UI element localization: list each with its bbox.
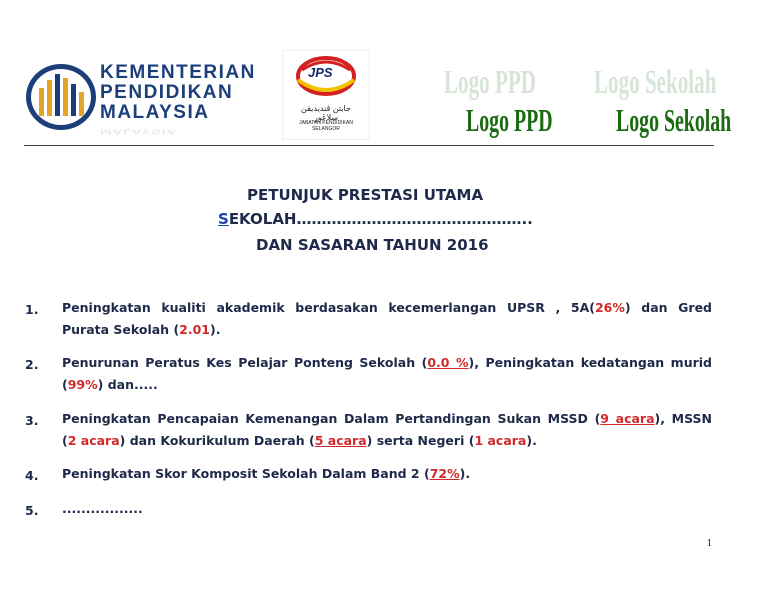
header-divider [24, 145, 714, 146]
title-line-3: DAN SASARAN TAHUN 2016 [256, 236, 489, 254]
item-3-value-2: 2 acara [67, 433, 120, 448]
item-3-value-4: 1 acara [474, 433, 527, 448]
item-2-line-2: (99%) dan..... [62, 377, 158, 392]
item-3-value-3: 5 acara [314, 433, 367, 448]
item-1-number: 1. [25, 302, 39, 317]
title-line-2-rest: EKOLAH……………………………………….. [228, 210, 533, 228]
item-2-value-1: 0.0 % [427, 355, 469, 370]
item-2-line-1: Penurunan Peratus Kes Pelajar Ponteng Sekolah (0.0 %), Peningkatan kedatangan murid [62, 355, 712, 370]
jps-jawi: جابتن ڤنديديقن سلاڠور [301, 104, 351, 122]
kpm-logo [24, 58, 258, 138]
kpm-line1: KEMENTERIAN [100, 62, 256, 83]
item-4-number: 4. [25, 468, 39, 483]
item-5-line-1: ................. [62, 501, 143, 516]
item-3-value-1: 9 acara [600, 411, 655, 426]
item-3-line-2: (2 acara) dan Kokurikulum Daerah (5 acara) serta Negeri (1 acara). [62, 433, 537, 448]
item-1-value-1: 26% [594, 300, 625, 315]
item-4-line-1: Peningkatan Skor Komposit Sekolah Dalam Band 2 (72%). [62, 466, 471, 481]
jps-logo [282, 50, 370, 140]
item-2-number: 2. [25, 357, 39, 372]
title-line-2 [218, 210, 533, 228]
kpm-line3: MALAYSIA [100, 102, 210, 123]
logo-ppd-ghost: Logo PPD [444, 64, 536, 101]
jps-acronym: JPS [308, 65, 333, 80]
jps-caption: JABATAN PENDIDIKAN SELANGOR [299, 120, 353, 132]
kpm-line2: PENDIDIKAN [100, 82, 234, 103]
item-1-value-2: 2.01 [179, 322, 210, 337]
logo-ppd: Logo PPD [466, 102, 553, 138]
logo-sekolah: Logo Sekolah [616, 102, 732, 138]
item-2-value-2: 99% [67, 377, 98, 392]
kpm-emblem-icon [24, 60, 98, 134]
item-1-line-2: Purata Sekolah (2.01). [62, 322, 221, 337]
page-number: 1 [706, 537, 712, 549]
title-line-1: PETUNJUK PRESTASI UTAMA [247, 186, 484, 204]
kpm-reflection: MALAYSIA [100, 128, 177, 136]
item-3-number: 3. [25, 413, 39, 428]
item-3-line-1: Peningkatan Pencapaian Kemenangan Dalam Pertandingan Sukan MSSD (9 acara), MSSN [62, 411, 712, 426]
item-1-line-1: Peningkatan kualiti akademik berdasakan kecemerlangan UPSR , 5A(26%) dan Gred [62, 300, 712, 315]
title-line-2-first: S [218, 210, 229, 228]
logo-sekolah-ghost: Logo Sekolah [594, 64, 717, 101]
item-4-value-1: 72% [429, 466, 460, 481]
item-5-number: 5. [25, 503, 39, 518]
